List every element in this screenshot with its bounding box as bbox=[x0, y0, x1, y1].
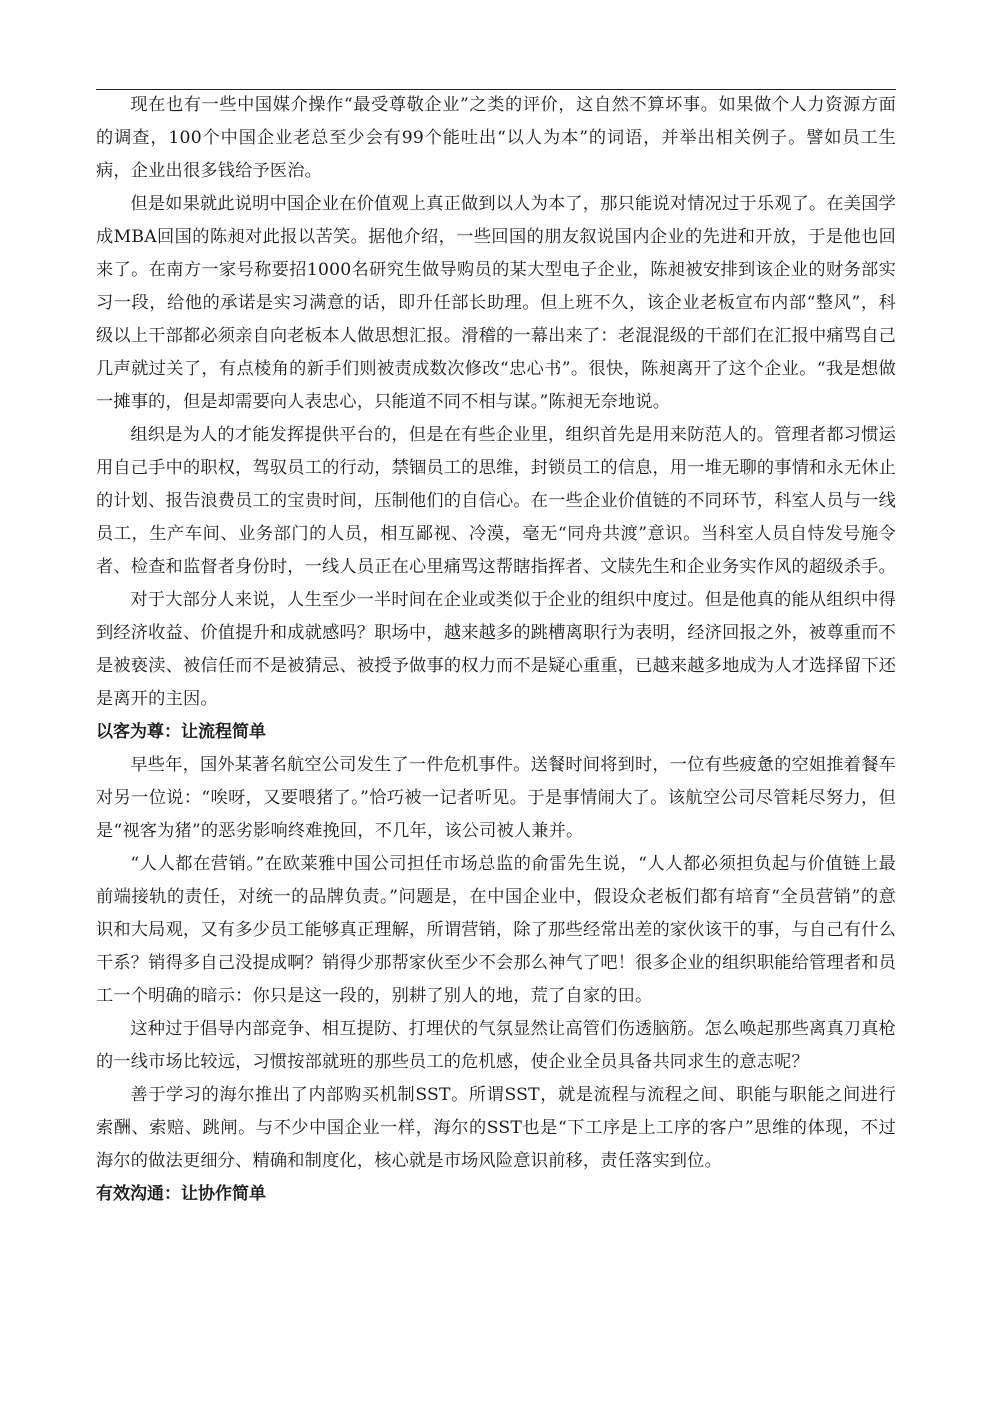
section-heading: 有效沟通：让协作简单 bbox=[96, 1184, 266, 1204]
paragraph: 但是如果就此说明中国企业在价值观上真正做到以人为本了，那只能说对情况过于乐观了。在美国学成MBA回国的陈昶对此报以苦笑。据他介绍，一些回国的朋友叙说国内企业的先进和开放，于是他也回来了。在南方一家号称要招1000名研究生做导购员的某大型电子企业，陈昶被安排到该企业的财务部实习一段，给他的承诺是实习满意的话，即升任部长助理。但上班不久，该企业老板宣布内部“整风”，科级以上干部都必须亲自向老板本人做思想汇报。滑稽的一幕出来了：老混混级的干部们在汇报中痛骂自己几声就过关了，有点棱角的新手们则被责成数次修改“忠心书”。很快，陈昶离开了这个企业。“我是想做一摊事的，但是却需要向人表忠心，只能道不同不相与谋。”陈昶无奈地说。 bbox=[96, 194, 896, 412]
paragraph: 这种过于倡导内部竞争、相互提防、打埋伏的气氛显然让高管们伤透脑筋。怎么唤起那些离真刀真枪的一线市场比较远，习惯按部就班的那些员工的危机感，使企业全员具备共同求生的意志呢？ bbox=[96, 1019, 896, 1072]
paragraph: 现在也有一些中国媒介操作“最受尊敬企业”之类的评价，这自然不算坏事。如果做个人力资源方面的调查，100个中国企业老总至少会有99个能吐出“以人为本”的词语，并举出相关例子。譬如员工生病，企业出很多钱给予医治。 bbox=[96, 95, 896, 181]
paragraph: 早些年，国外某著名航空公司发生了一件危机事件。送餐时间将到时，一位有些疲惫的空姐推着餐车对另一位说：“唉呀，又要喂猪了。”恰巧被一记者听见。于是事情闹大了。该航空公司尽管耗尽努力，但是“视客为猪”的恶劣影响终难挽回，不几年，该公司被人兼并。 bbox=[96, 755, 896, 841]
paragraph: “人人都在营销。”在欧莱雅中国公司担任市场总监的俞雷先生说，“人人都必须担负起与价值链上最前端接轨的责任，对统一的品牌负责。”问题是，在中国企业中，假设众老板们都有培育“全员营销”的意识和大局观，又有多少员工能够真正理解，所谓营销，除了那些经常出差的家伙该干的事，与自己有什么干系？销得多自己没提成啊？销得少那帮家伙至少不会那么神气了吧！很多企业的组织职能给管理者和员工一个明确的暗示：你只是这一段的，别耕了别人的地，荒了自家的田。 bbox=[96, 854, 896, 1006]
document-body bbox=[96, 89, 896, 1211]
paragraph: 善于学习的海尔推出了内部购买机制SST。所谓SST，就是流程与流程之间、职能与职能之间进行索酬、索赔、跳闸。与不少中国企业一样，海尔的SST也是“下工序是上工序的客户”思维的体现，不过海尔的做法更细分、精确和制度化，核心就是市场风险意识前移，责任落实到位。 bbox=[96, 1085, 896, 1171]
paragraph: 组织是为人的才能发挥提供平台的，但是在有些企业里，组织首先是用来防范人的。管理者都习惯运用自己手中的职权，驾驭员工的行动，禁锢员工的思维，封锁员工的信息，用一堆无聊的事情和永无休止的计划、报告浪费员工的宝贵时间，压制他们的自信心。在一些企业价值链的不同环节，科室人员与一线员工，生产车间、业务部门的人员，相互鄙视、冷漠，毫无“同舟共渡”意识。当科室人员自恃发号施令者、检查和监督者身份时，一线人员正在心里痛骂这帮瞎指挥者、文牍先生和企业务实作风的超级杀手。 bbox=[96, 425, 896, 577]
paragraph: 对于大部分人来说，人生至少一半时间在企业或类似于企业的组织中度过。但是他真的能从组织中得到经济收益、价值提升和成就感吗？职场中，越来越多的跳槽离职行为表明，经济回报之外，被尊重而不是被亵渎、被信任而不是被猜忌、被授予做事的权力而不是疑心重重，已越来越多地成为人才选择留下还是离开的主因。 bbox=[96, 590, 896, 709]
section-heading: 以客为尊：让流程简单 bbox=[96, 722, 266, 742]
